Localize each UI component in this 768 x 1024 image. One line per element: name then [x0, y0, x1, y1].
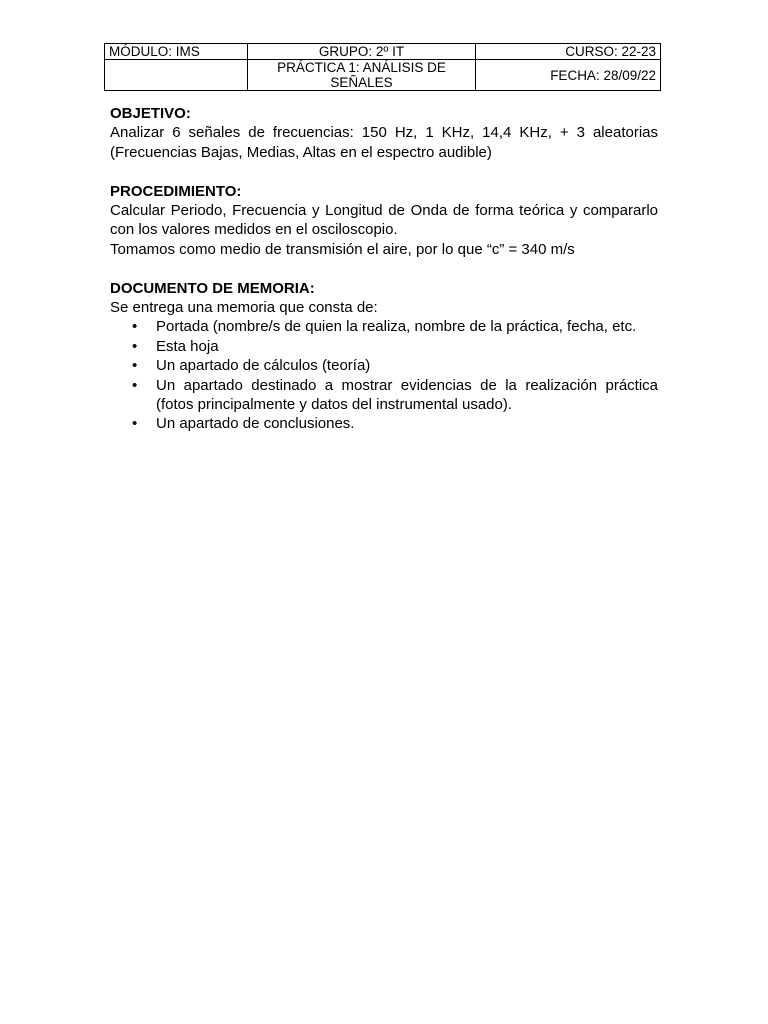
list-item	[110, 414, 658, 433]
practica-cell	[248, 60, 476, 91]
document-body	[110, 104, 658, 434]
bullet-icon: •	[132, 415, 138, 433]
bullet-icon: •	[132, 318, 138, 336]
procedimiento-text-2: Tomamos como medio de transmisión el aire, por lo que “c” = 340 m/s	[110, 240, 575, 258]
list-item	[110, 317, 658, 336]
list-item-text: Un apartado de conclusiones.	[156, 415, 355, 433]
bullet-icon: •	[132, 357, 138, 375]
practica-title-line-2: SEÑALES	[330, 75, 393, 90]
procedimiento-heading: PROCEDIMIENTO:	[110, 182, 242, 200]
memoria-list	[110, 317, 658, 433]
list-item-text: Esta hoja	[156, 337, 219, 355]
list-item	[110, 376, 658, 415]
objetivo-text: Analizar 6 señales de frecuencias: 150 Hz, 1 KHz, 14,4 KHz, + 3 aleatorias (Frecuencias Bajas, Medias, Altas en el espectro audible)	[110, 124, 658, 161]
bullet-icon: •	[132, 376, 138, 394]
bullet-icon: •	[132, 337, 138, 355]
spacer	[110, 259, 658, 278]
fecha-cell: FECHA: 28/09/22	[476, 60, 661, 91]
list-item-text: Un apartado de cálculos (teoría)	[156, 357, 371, 375]
practica-title-line-1: PRÁCTICA 1: ANÁLISIS DE	[277, 60, 446, 75]
spacer	[110, 162, 658, 181]
grupo-cell: GRUPO: 2º IT	[248, 44, 476, 60]
procedimiento-text-1: Calcular Periodo, Frecuencia y Longitud de Onda de forma teórica y compararlo con los valores medidos en el osciloscopio.	[110, 202, 658, 239]
empty-cell	[105, 60, 248, 91]
header-table	[104, 43, 661, 91]
curso-cell: CURSO: 22-23	[476, 44, 661, 60]
list-item	[110, 337, 658, 356]
list-item	[110, 356, 658, 375]
memoria-heading: DOCUMENTO DE MEMORIA:	[110, 279, 315, 297]
memoria-intro: Se entrega una memoria que consta de:	[110, 299, 378, 317]
objetivo-heading: OBJETIVO:	[110, 105, 191, 122]
list-item-text: Un apartado destinado a mostrar evidencias de la realización práctica (fotos principalmente y datos del instrumental usado).	[156, 376, 658, 414]
modulo-cell: MÓDULO: IMS	[105, 44, 248, 60]
header-row-1	[105, 44, 661, 60]
header-row-2	[105, 60, 661, 91]
list-item-text: Portada (nombre/s de quien la realiza, nombre de la práctica, fecha, etc.	[156, 318, 637, 336]
